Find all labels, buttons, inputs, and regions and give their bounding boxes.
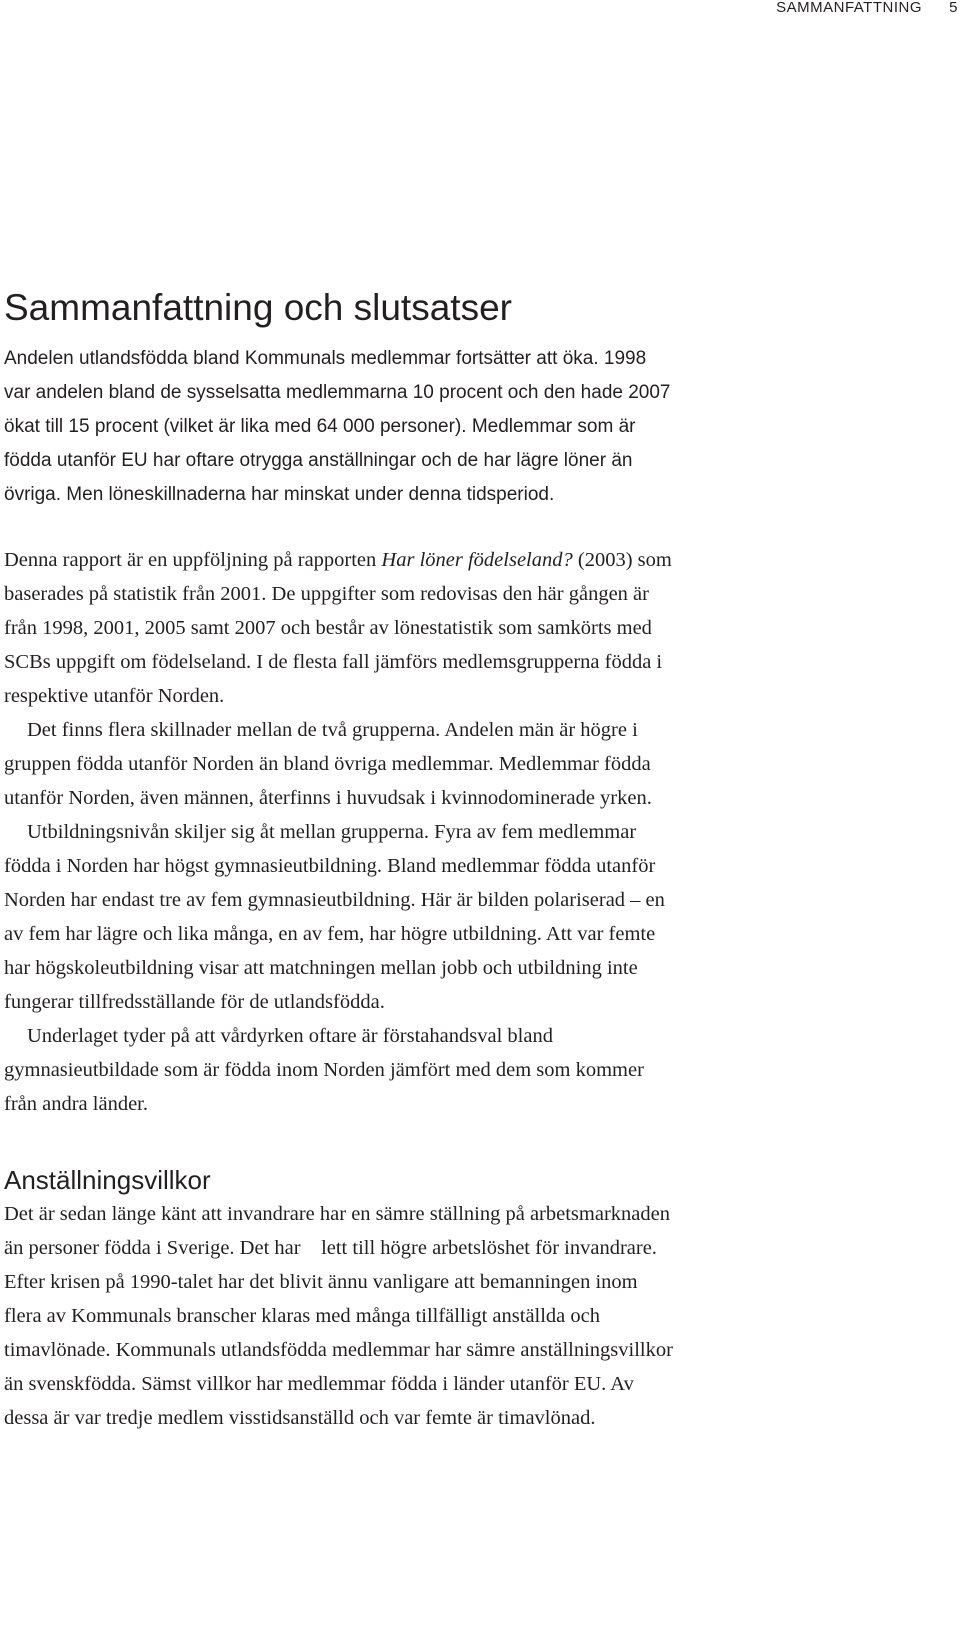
page-number: 5 (949, 0, 958, 16)
header-section-title: SAMMANFATTNING (776, 0, 922, 16)
body-paragraph-1-before: Denna rapport är en uppföljning på rapporten (4, 549, 382, 571)
section-heading: Anställningsvillkor (4, 1165, 211, 1195)
intro-paragraph: Andelen utlandsfödda bland Kommunals medlemmar fortsätter att öka. 1998 var andelen bland de sysselsatta medlemmarna 10 procent och den hade 2007 ökat till 15 procent (vilket är lika med 64 000 personer). Medlemmar som är födda utanför EU har oftare otrygga anställningar och de har lägre löner än övriga. Men löneskillnaderna har minskat under denna tidsperiod. (4, 348, 671, 505)
body-paragraph-3: Utbildningsnivån skiljer sig åt mellan grupperna. Fyra av fem medlemmar födda i Norden har högst gymnasieutbildning. Bland medlemmar födda utanför Norden har endast tre av fem gymnasieutbildning. Här är bilden polariserad – en av fem har lägre och lika många, en av fem, har högre utbildning. Att var femte har högskoleutbildning visar att matchningen mellan jobb och utbildning inte fungerar tillfredsställande för de utlandsfödda. (4, 821, 665, 1013)
body-paragraph-4: Underlaget tyder på att vårdyrken oftare är förstahandsval bland gymnasieutbildade som är födda inom Norden jämfört med dem som kommer från andra länder. (4, 1025, 644, 1115)
body-paragraph-1-after: (2003) som baserades på statistik från 2001. De uppgifter som redovisas den här gången är från 1998, 2001, 2005 samt 2007 och består av lönestatistik som samkörts med SCBs uppgift om födelseland. I de flesta fall jämförs medlemsgrupperna födda i respektive utanför Norden. (4, 549, 672, 707)
report-title: Har löner födelseland? (381, 549, 573, 571)
page-title: Sammanfattning och slutsatser (4, 287, 512, 328)
body-paragraph-1 (4, 543, 674, 713)
page-content (4, 285, 674, 1435)
section-paragraph: Det är sedan länge känt att invandrare har en sämre ställning på arbetsmarknaden än personer födda i Sverige. Det har lett till högre arbetslöshet för invandrare. Efter krisen på 1990-talet har det blivit ännu vanligare att bemanningen inom flera av Kommunals branscher klaras med många tillfälligt anställda och timavlönade. Kommunals utlandsfödda medlemmar har sämre anställningsvillkor än svenskfödda. Sämst villkor har medlemmar födda i länder utanför EU. Av dessa är var tredje medlem visstidsanställd och var femte är timavlönad. (4, 1203, 673, 1429)
body-paragraph-2: Det finns flera skillnader mellan de två grupperna. Andelen män är högre i gruppen födda utanför Norden än bland övriga medlemmar. Medlemmar födda utanför Norden, även männen, återfinns i huvudsak i kvinnodominerade yrken. (4, 719, 652, 809)
